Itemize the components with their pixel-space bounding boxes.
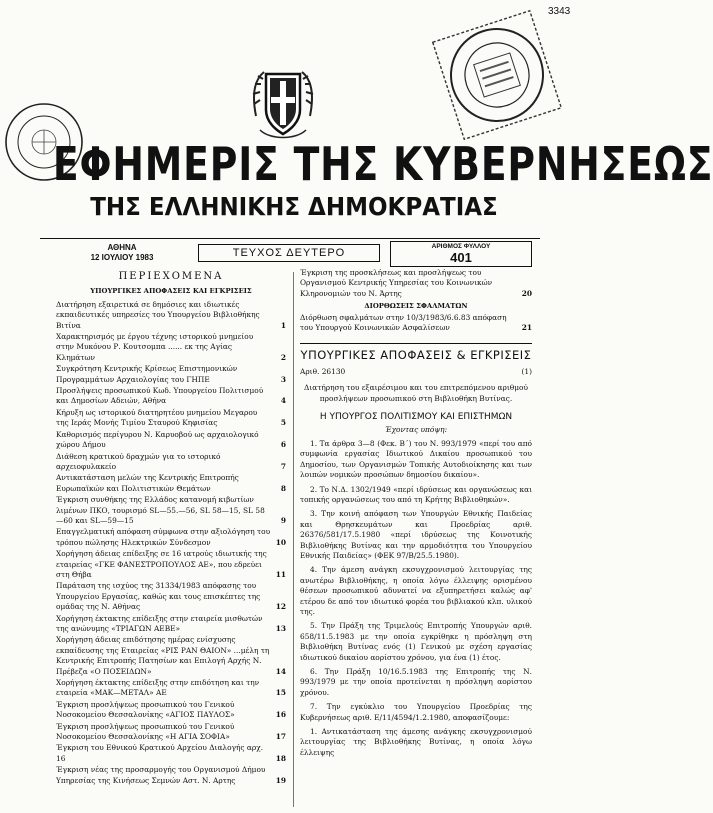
contents-entry-text: Χορήγηση έκτακτης επίδειξης στην επιδότηση και την εταιρεία «ΜΑΚ—ΜΕΤΑΛ» ΑΕ bbox=[56, 678, 260, 698]
contents-entry-text: Καθορισμός περίγυρου Ν. Καρυοβού ως αρχαιολογικό χώρου Δήμου bbox=[56, 429, 259, 450]
contents-entry bbox=[56, 765, 286, 786]
contents-entry-text: Χορήγηση άδειας επιδότησης ημέρας ενίσχυσης εκπαίδευσης της Εταιρείας «ΡΙΣ ΡΑΝ ΘΑΙΟΝ» ...μέλη τη Κεντρικής Επιτροπής Πατησίων και Επιλογή Αρχής Ν. Πρέβεζα «Ο ΠΟΣΕΙΔΩΝ» bbox=[56, 635, 270, 676]
decision-paragraph: 5. Την Πράξη της Τριμελούς Επιτροπής Υπουργών αριθ. 658/11.5.1983 με την οποία εγκρίθηκε η πρόσληψη στη Βιβλιοθήκη Βυτίνας ενός (1) Γενικού με σχέση εργασίας ιδιωτικού δικαίου αορίστου χρόνου, για ένα (1) έτος. bbox=[300, 621, 532, 662]
minister-title: Η ΥΠΟΥΡΓΟΣ ΠΟΛΙΤΙΣΜΟΥ ΚΑΙ ΕΠΙΣΤΗΜΩΝ bbox=[319, 412, 513, 423]
contents-entry-text: Προσλήψεις προσωπικού Κωδ. Υπουργείου Πολιτισμού και Δημοσίων Αδειών, Αθήνα bbox=[56, 386, 264, 406]
issue-place-date bbox=[62, 243, 182, 263]
coat-of-arms-icon bbox=[250, 60, 316, 146]
contents-entry bbox=[56, 408, 286, 429]
issue-type: ΤΕΥΧΟΣ ΔΕΥΤΕΡΟ bbox=[198, 244, 380, 262]
contents-entry-page: 3 bbox=[280, 374, 286, 384]
decision-title: Διατήρηση του εξαιρέσιμου και του επιτρεπόμενου αριθμού προσλήψεων προσωπικού στη Βιβλιοθήκη Βυτίνας. bbox=[304, 383, 528, 403]
contents-entry-page: 11 bbox=[275, 569, 286, 579]
contents-entry bbox=[56, 581, 286, 612]
contents-entry bbox=[56, 495, 286, 526]
sheet-number-label: ΑΡΙΘΜΟΣ ΦΥΛΛΟΥ bbox=[431, 243, 491, 250]
contents-entry bbox=[56, 300, 286, 331]
decision-paragraph: 3. Την κοινή απόφαση των Υπουργών Εθνικής Παιδείας και Θρησκευμάτων και Προεδρίας αριθ. 26376/581/17.5.1980 «περί ιδρύσεως της Κοινοτικής Βιβλιοθήκης Βυτίνας και την αρμοδιότητα του Υπουργείου Εθνικής Παιδείας» (ΦΕΚ 97/Β/25.5.1980). bbox=[300, 509, 532, 560]
contents-entry bbox=[56, 635, 286, 677]
correction-entry-text: Διόρθωση σφαλμάτων στην 10/3/1983/6.6.83 απόφαση του Υπουργού Κοινωνικών Ασφαλίσεων bbox=[300, 312, 507, 333]
decision-number: Αριθ. 26130 bbox=[300, 366, 346, 376]
decision-paragraph: 2. Το Ν.Δ. 1302/1949 «περί ιδρύσεως και οργανώσεως και τοπικής οργανώσεως του από τη Κρήτης Βιβλιοθηκών». bbox=[300, 484, 532, 504]
contents-entry-page: 19 bbox=[275, 775, 286, 785]
masthead-divider bbox=[40, 238, 540, 239]
sheet-number: 401 bbox=[450, 250, 472, 265]
decision-header bbox=[300, 367, 532, 377]
page-number: 3343 bbox=[548, 6, 571, 17]
contents-entry-page: 18 bbox=[275, 753, 286, 763]
contents-entry-text: Διάθεση κρατικού δραχμών για το ιστορικό αρχειοφυλακείο bbox=[56, 451, 221, 471]
contents-entry-page: 8 bbox=[280, 483, 286, 493]
contents-entry-text: Διατήρηση εξαιρετικά σε δημόσιες και ιδιωτικές εκπαιδευτικές υπηρεσίες του Υπουργείου Βιβλιοθήκης Βιτίνα bbox=[56, 299, 260, 330]
decision-column bbox=[300, 268, 532, 762]
contents-entry bbox=[56, 700, 286, 721]
contents-entry bbox=[56, 364, 286, 385]
contents-entry-text: Χαρακτηρισμός με έργου τέχνης ιστορικού μνημείου στην Μυκόνου Ρ. Κουτσομπα ...... εκ της Αγίας Κλημάτων bbox=[56, 332, 254, 362]
contents-continued-list bbox=[300, 268, 532, 299]
contents-entry-text: Αντικατάσταση μελών της Κεντρικής Επιτροπής Ευρωπαϊκών και Πολιτιστικών Θεμάτων bbox=[56, 473, 239, 493]
contents-entry-text: Συγκρότηση Κεντρικής Κρίσεως Επιστημονικών Προγραμμάτων Αρχαιολογίας του ΓΗΠΕ bbox=[56, 364, 238, 384]
contents-entry-page: 9 bbox=[280, 515, 286, 525]
correction-entry bbox=[300, 313, 532, 334]
contents-entry bbox=[56, 430, 286, 451]
decisions-section-heading: ΥΠΟΥΡΓΙΚΕΣ ΑΠΟΦΑΣΕΙΣ & ΕΓΚΡΙΣΕΙΣ bbox=[300, 343, 532, 360]
decision-marker: (1) bbox=[521, 366, 532, 376]
decision-body bbox=[300, 439, 532, 758]
contents-entry-page: 20 bbox=[521, 288, 532, 298]
contents-entry-text: Κήρυξη ως ιστορικού διατηρητέου μνημείου Μεγαρου της Ιεράς Μονής Τιμίου Σταυρού Κηφισίας bbox=[56, 407, 258, 428]
contents-list bbox=[56, 300, 286, 786]
contents-entry bbox=[56, 473, 286, 494]
having-regard: Έχοντας υπόψη: bbox=[384, 425, 448, 435]
corrections-list bbox=[300, 313, 532, 334]
contents-section-title: ΥΠΟΥΡΓΙΚΕΣ ΑΠΟΦΑΣΕΙΣ ΚΑΙ ΕΓΚΡΙΣΕΙΣ bbox=[90, 287, 252, 296]
contents-entry-page: 13 bbox=[275, 624, 286, 633]
contents-entry bbox=[300, 268, 532, 299]
contents-entry-page: 17 bbox=[275, 732, 286, 742]
contents-entry-page: 6 bbox=[280, 440, 286, 450]
gazette-office-stamp-icon bbox=[440, 18, 554, 132]
corrections-title: ΔΙΟΡΘΩΣΕΙΣ ΣΦΑΛΜΑΤΩΝ bbox=[364, 302, 468, 311]
issue-city: ΑΘΗΝΑ bbox=[107, 243, 137, 252]
decision-paragraph: 1. Αντικατάσταση της άμεσης ανάγκης εκσυγχρονισμού λειτουργίας της Βιβλιοθήκης Βυτίνας, η οποία λόγω έλλειψης bbox=[300, 727, 532, 757]
contents-entry-page: 14 bbox=[275, 666, 286, 676]
contents-entry-text: Έγκριση νέας της προσαρμογής του Οργανισμού Δήμου Υπηρεσίας της Κινήσεως Σεμνών Αστ. Ν. Αρτης bbox=[56, 765, 266, 785]
contents-entry bbox=[56, 549, 286, 580]
contents-entry bbox=[56, 332, 286, 363]
contents-column bbox=[56, 272, 286, 787]
contents-entry bbox=[56, 614, 286, 635]
contents-entry-text: Έγκριση της προσκλήσεως και προσλήψεως του Οργανισμού Κεντρικής Υπηρεσίας του Κοινωνικών Κληρονομιών του Ν. Άρτης bbox=[300, 268, 493, 298]
decision-paragraph: 7. Την εγκύκλιο του Υπουργείου Προεδρίας της Κυβερνήσεως αριθ. Ε/11/4594/1.2.1980, αποφασίζουμε: bbox=[300, 702, 532, 722]
contents-entry-page: 5 bbox=[280, 418, 286, 428]
contents-entry-text: Χορήγηση έκτακτης επίδειξης στην εταιρεία μισθωτών της ανώνυμης «ΤΡΙΑΓΩΝ ΑΕΒΕ» bbox=[56, 613, 263, 633]
contents-entry-text: Έγκριση προσλήψεως προσωπικού του Γενικού Νοσοκομείου Θεσσαλονίκης «Η ΑΓΙΑ ΣΟΦΙΑ» bbox=[56, 721, 235, 742]
contents-entry-page: 15 bbox=[275, 688, 286, 698]
contents-entry-text: Επαγγελματική απόφαση σύμφωνα στην αξιολόγηση του τρόπου πώλησης Ηλεκτρικών Σύνδεσμον bbox=[56, 527, 271, 547]
column-divider bbox=[293, 272, 294, 807]
contents-entry bbox=[56, 527, 286, 548]
contents-entry-text: Χορήγηση άδειας επίδειξης σε 16 ιατρούς ιδιωτικής της εταιρείας «ΓΚΕ ΦΑΝΕΣΤΡΟΠΟΥΛΟΣ ΑΕ», που εδρεύει στη Θήβα bbox=[56, 549, 267, 579]
correction-entry-page: 21 bbox=[521, 323, 532, 333]
contents-entry bbox=[56, 743, 286, 764]
decision-paragraph: 6. Την Πράξη 10/16.5.1983 της Επιτροπής της Ν. 993/1979 με την οποία προτείνεται η πρόσληψη αορίστου χρόνου. bbox=[300, 667, 532, 697]
contents-entry bbox=[56, 722, 286, 743]
contents-entry-page: 1 bbox=[280, 320, 286, 330]
contents-entry-page: 12 bbox=[275, 602, 286, 612]
contents-entry-text: Παράταση της ισχύος της 31334/1983 απόφασης του Υπουργείου Εργασίας, καθώς και τους επισκέπτες της ομάδας της Ν. Αθήνας bbox=[56, 581, 261, 612]
contents-entry bbox=[56, 452, 286, 473]
sheet-number-box bbox=[390, 241, 532, 267]
gazette-subtitle: ΤΗΣ ΕΛΛΗΝΙΚΗΣ ΔΗΜΟΚΡΑΤΙΑΣ bbox=[90, 192, 498, 221]
decision-paragraph: 1. Τα άρθρα 3—8 (Φεκ. Β΄) του Ν. 993/1979 «περί του από συμφωνία εργασίας Ιδιωτικού Δικαίου προσωπικού του Δημοσίου, των Οργανισμών Τοπικής Αυτοδιοίκησης και των λοιπών νομικών προσώπων δημοσίου δικαίου». bbox=[300, 438, 532, 480]
issue-date: 12 ΙΟΥΛΙΟΥ 1983 bbox=[90, 253, 154, 262]
contents-entry-page: 4 bbox=[280, 396, 286, 406]
contents-entry-text: Έγκριση προσλήψεως προσωπικού του Γενικού Νοσοκομείου Θεσσαλονίκης «ΑΓΙΟΣ ΠΑΥΛΟΣ» bbox=[56, 699, 235, 720]
contents-entry-page: 16 bbox=[275, 710, 286, 720]
contents-heading: ΠΕΡΙΕΧΟΜΕΝΑ bbox=[118, 271, 224, 282]
contents-entry-page: 7 bbox=[280, 461, 286, 471]
contents-entry-text: Έγκριση συνθήκης της Ελλάδος κατανομή κιβωτίων λιμένων ΠΚΟ, τουρισμό SL—55.—56, SL 58—15, SL 58—60 και SL—59—15 bbox=[56, 495, 265, 525]
contents-entry bbox=[56, 386, 286, 407]
decision-paragraph: 4. Την άμεση ανάγκη εκσυγχρονισμού λειτουργίας της ανωτέρω Βιβλιοθήκης, η οποία λόγω έλλειψης ορισμένου θέσεων προσωπικού αδυνατεί να εξυπηρετήσει καλώς αφ' ετέρου δε από τον ιδιωτικό φορέα του βιβλιακού κλπ. υλικού της. bbox=[300, 565, 532, 616]
contents-entry-page: 2 bbox=[280, 352, 286, 362]
gazette-title: ΕΦΗΜΕΡΙΣ ΤΗΣ ΚΥΒΕΡΝΗΣΕΩΣ bbox=[52, 137, 713, 191]
contents-entry-text: Έγκριση του Εθνικού Κρατικού Αρχείου Διαλογής αρχ. 16 bbox=[56, 743, 264, 763]
contents-entry-page: 10 bbox=[275, 537, 286, 547]
contents-entry bbox=[56, 678, 286, 699]
